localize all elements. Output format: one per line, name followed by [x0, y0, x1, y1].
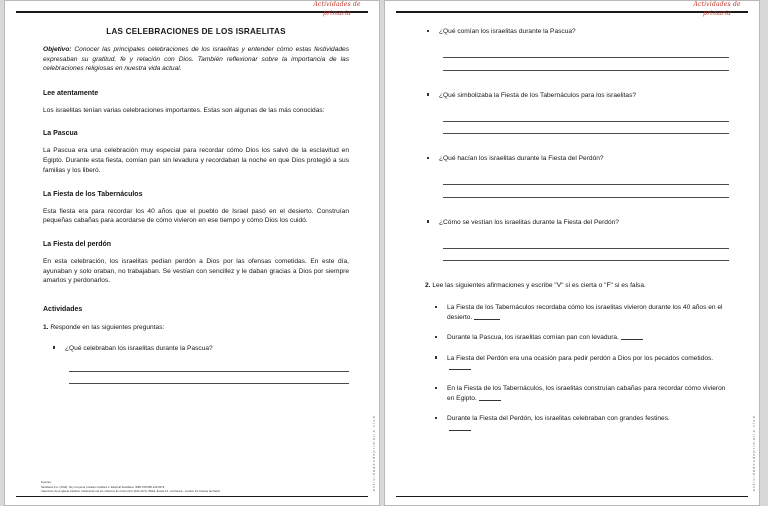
question-text: ¿Qué comían los israelitas durante la Pascua? [439, 28, 576, 35]
watermark-right: actividadesdeprimaria.club [752, 414, 756, 491]
question-text: ¿Cómo se vestían los israelitas durante la Fiesta del Perdón? [439, 218, 619, 226]
brand-logo [309, 1, 365, 18]
paragraph-la-pascua: La Pascua era una celebración muy especial para recordar cómo Dios los salvó de la esclavitud en Egipto. Durante esta fiesta, comían pan sin levadura y recordaban la noche en que Dios protegió a sus familias y los liberó. [43, 147, 349, 174]
statement-item [415, 354, 729, 373]
statement-item [415, 414, 729, 433]
page-2-bottom-rule [396, 496, 748, 497]
question-text: ¿Qué simbolizaba la Fiesta de los Tabernáculos para los israelitas? [439, 91, 637, 99]
watermark-left: actividadesdeprimaria.club [372, 414, 376, 491]
heading-fiesta-del-perdon: La Fiesta del perdón [43, 241, 112, 248]
question-text: ¿Qué hacían los israelitas durante la Fiesta del Perdón? [439, 155, 604, 163]
statement-text: Durante la Pascua, los israelitas comían pan con levadura. [447, 334, 619, 342]
intro-paragraph: Los israelitas tenían varias celebraciones importantes. Estas son algunas de las más conocidas: [43, 106, 325, 114]
question-item [415, 27, 729, 37]
answer-blank[interactable] [621, 339, 643, 340]
statement-text: La Fiesta de los Tabernáculos recordaba cómo los israelitas vivieron durante los 40 años en el desierto. [447, 303, 723, 321]
answer-lines [443, 173, 729, 198]
document-title: LAS CELEBRACIONES DE LOS ISRAELITAS [106, 27, 286, 36]
exercise-2-number: 2. [425, 282, 431, 290]
answer-line[interactable] [443, 58, 729, 71]
answer-blank[interactable] [449, 369, 471, 370]
statement-item [415, 303, 729, 322]
bullet-icon [435, 356, 437, 358]
exercise-2-instruction [425, 281, 729, 291]
bullet-icon [435, 336, 437, 338]
answer-line[interactable] [443, 236, 729, 249]
bullet-icon [427, 30, 429, 32]
objective-paragraph [43, 45, 349, 74]
answer-lines [69, 360, 349, 384]
answer-line[interactable] [443, 46, 729, 59]
question-item [43, 344, 349, 354]
answer-line[interactable] [443, 122, 729, 135]
answer-lines [443, 46, 729, 71]
exercise-1-number: 1. [43, 324, 49, 332]
question-item [415, 154, 729, 164]
exercise-1-text: Responde en las siguientes preguntas: [48, 324, 165, 332]
objective-label: Objetivo: [43, 46, 72, 53]
statement-item [415, 384, 729, 403]
paragraph-fiesta-del-perdon: En esta celebración, los israelitas pedían perdón a Dios por las ofensas cometidas. En este día, ayunaban y solo oraban, no trabajaban. Se vestían con sencillez y le daban gracias a Dios por siempre amarlos y perdonarlos. [43, 258, 349, 285]
answer-blank[interactable] [474, 319, 500, 320]
page-1 [4, 0, 380, 506]
paragraph-tabernaculos: Esta fiesta era para recordar los 40 años que el pueblo de Israel pasó en el desierto. Construían pequeñas cabañas para acordarse de cómo vivieron en ese tiempo y cómo Dios los cuidó. [43, 207, 349, 225]
answer-lines [443, 109, 729, 134]
page-2-content [415, 27, 729, 444]
statement-item [415, 333, 729, 343]
exercise-1-instruction [43, 323, 349, 333]
answer-line[interactable] [443, 173, 729, 186]
bullet-icon [427, 93, 429, 95]
bullet-icon [435, 417, 437, 419]
heading-lee-atentamente: Lee atentamente [43, 89, 99, 97]
brand-logo-line2: primaria [703, 9, 731, 17]
footer-source-2: Catecismo de la Iglesia Católica: Celebración de los misterios de Cristo (CIC 1163-1171), Biblia: Éxodo 12, La Pascua.; Levítico 23: Fiestas del Señor [41, 489, 221, 493]
brand-logo-line1: Actividades de [313, 1, 361, 8]
answer-line[interactable] [443, 109, 729, 122]
statement-text: La Fiesta del Perdón era una ocasión para pedir perdón a Dios por los pecados cometidos. [447, 354, 714, 362]
answer-line[interactable] [69, 360, 349, 372]
answer-lines [443, 236, 729, 261]
question-item [415, 218, 729, 228]
page-1-footer [41, 481, 363, 494]
brand-logo [689, 1, 745, 18]
brand-logo-line2: primaria [323, 9, 351, 17]
heading-tabernaculos: La Fiesta de los Tabernáculos [43, 190, 143, 198]
page-2 [384, 0, 760, 506]
statement-text: En la Fiesta de los Tabernáculos, los israelitas construían cabañas para recordar cómo vivieron en Egipto. [447, 384, 726, 402]
exercise-2-text: Lee las siguientes afirmaciones y escribe "V" si es cierta o "F" si es falsa. [430, 282, 646, 290]
bullet-icon [427, 220, 429, 222]
bullet-icon [53, 346, 55, 348]
answer-line[interactable] [443, 185, 729, 198]
objective-text: Conocer las principales celebraciones de los israelitas y entender cómo estas festividades expresaban su gratitud, fe y relación con Dios. También reflexionar sobre la importancia de las celebraciones religiosas en nuestra vida actual. [43, 46, 349, 73]
question-item [415, 91, 729, 101]
answer-blank[interactable] [479, 400, 501, 401]
answer-line[interactable] [443, 249, 729, 262]
heading-actividades: Actividades [43, 306, 83, 314]
page-1-content [43, 23, 349, 399]
answer-blank[interactable] [449, 430, 471, 431]
statement-text: Durante la Fiesta del Perdón, los israelitas celebraban con grandes festines. [447, 415, 670, 423]
question-text: ¿Qué celebraban los israelitas durante la Pascua? [65, 344, 213, 352]
footer-label: Fuentes: [41, 481, 52, 485]
answer-line[interactable] [69, 372, 349, 384]
page-1-bottom-rule [16, 496, 368, 497]
bullet-icon [427, 157, 429, 159]
footer-source-1: Santillana S.A. (2019), Soy Creyente Cristiano Católico 2. Editorial Santillana. ISBN 978-958-243-8079. [41, 485, 165, 489]
heading-la-pascua: La Pascua [43, 130, 78, 138]
bullet-icon [435, 306, 437, 308]
bullet-icon [435, 387, 437, 389]
brand-logo-line1: Actividades de [693, 1, 741, 8]
